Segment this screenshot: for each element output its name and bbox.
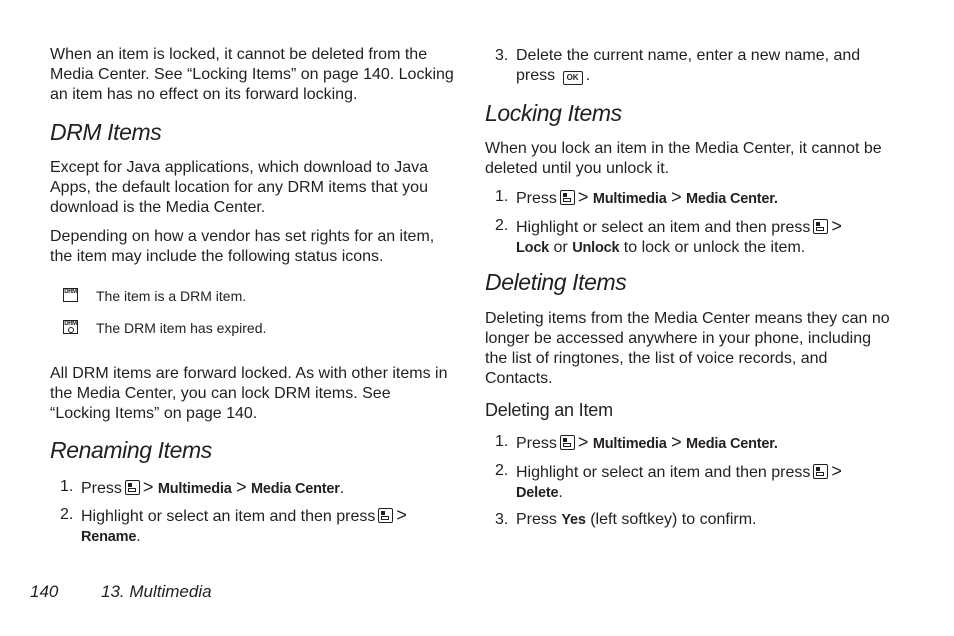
ok-key-icon: OK — [563, 71, 583, 85]
deleting-step-3: 3. Press Yes (left softkey) to confirm. — [495, 511, 757, 528]
drm-paragraph-3: All DRM items are forward locked. As with other items in the Media Center, you can lock DRM items. See “Locking Items” on page 140. — [50, 365, 448, 422]
deleting-items-heading: Deleting Items — [485, 269, 627, 295]
status-icon-label: The DRM item has expired. — [96, 320, 267, 336]
menu-key-icon — [813, 464, 828, 479]
deleting-paragraph: Deleting items from the Media Center means they can no longer be accessed anywhere in your phone, including the list of ringtones, the list of voice records, and Contacts. — [485, 310, 890, 387]
drm-paragraph-1: Except for Java applications, which download to Java Apps, the default location for any DRM items that you download is the Media Center. — [50, 159, 428, 216]
locking-step-1: 1. Press > Multimedia > Media Center. — [495, 187, 778, 207]
drm-icon: DRM — [63, 288, 78, 302]
renaming-items-heading: Renaming Items — [50, 437, 212, 463]
deleting-step-2: 2. Highlight or select an item and then press > Delete. — [495, 461, 842, 501]
deleting-step-1: 1. Press > Multimedia > Media Center. — [495, 432, 778, 452]
renaming-step-2: 2. Highlight or select an item and then press > Rename. — [60, 505, 407, 545]
menu-key-icon — [125, 480, 140, 495]
drm-paragraph-2: Depending on how a vendor has set rights for an item, the item may include the following status icons. — [50, 228, 435, 265]
renaming-step-3: 3. Delete the current name, enter a new name, and press OK . — [495, 47, 861, 84]
menu-key-icon — [560, 190, 575, 205]
drm-items-heading: DRM Items — [50, 119, 162, 145]
deleting-an-item-subheading: Deleting an Item — [485, 400, 613, 420]
intro-paragraph: When an item is locked, it cannot be deleted from the Media Center. See “Locking Items” on page 140. Locking an item has no effect on its forward locking. — [50, 46, 454, 103]
status-icon-label: The item is a DRM item. — [96, 288, 247, 304]
page-number: 140 — [30, 582, 59, 601]
renaming-step-1: 1. Press > Multimedia > Media Center. — [60, 477, 345, 497]
locking-items-heading: Locking Items — [485, 100, 622, 126]
section-title: 13. Multimedia — [101, 582, 212, 601]
menu-key-icon — [378, 508, 393, 523]
locking-paragraph: When you lock an item in the Media Center, it cannot be deleted until you unlock it. — [485, 140, 882, 177]
locking-step-2: 2. Highlight or select an item and then press > Lock or Unlock to lock or unlock the item. — [495, 216, 842, 256]
menu-key-icon — [813, 219, 828, 234]
menu-key-icon — [560, 435, 575, 450]
drm-expired-icon: DRM — [63, 320, 78, 334]
